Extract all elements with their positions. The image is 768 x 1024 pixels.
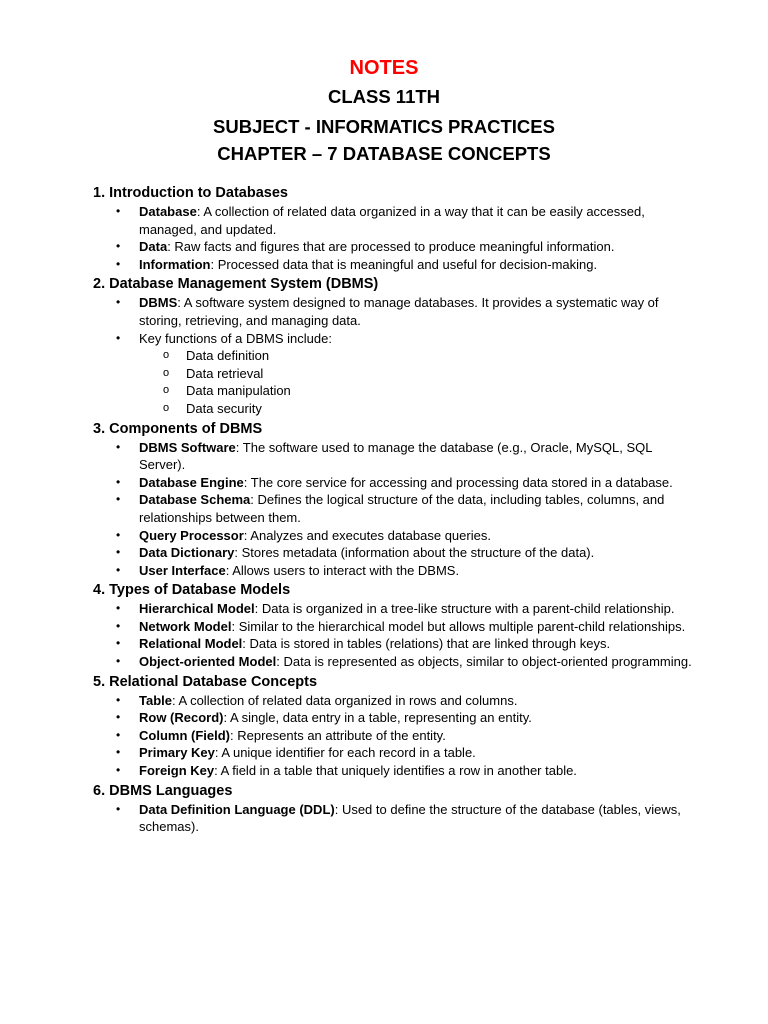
item-text: : Raw facts and figures that are processed to produce meaningful information. — [167, 239, 615, 255]
list-item — [93, 635, 693, 653]
bullet-icon: • — [116, 654, 121, 669]
section — [93, 782, 693, 836]
section — [93, 275, 693, 417]
bullet-icon: • — [116, 256, 121, 271]
term-label: Data — [139, 239, 168, 255]
item-text: : A field in a table that uniquely identifies a row in another table. — [214, 763, 577, 779]
item-text: : Analyzes and executes database queries. — [243, 527, 491, 543]
list-item — [93, 238, 693, 256]
sub-list-item — [93, 347, 693, 365]
sub-item-text: Data security — [186, 400, 262, 416]
bullet-icon: • — [116, 745, 121, 760]
sub-item-text: Data retrieval — [186, 365, 264, 381]
bullet-list — [93, 801, 693, 836]
term-label: Table — [139, 692, 172, 708]
section-title: 1. Introduction to Databases — [93, 185, 288, 201]
list-item — [93, 801, 693, 836]
list-item — [93, 709, 693, 727]
bullet-icon: • — [116, 727, 121, 742]
list-item — [93, 527, 693, 545]
circle-bullet-icon: o — [163, 384, 170, 397]
item-text: : The software used to manage the database (e.g., Oracle, MySQL, SQL Server). — [139, 439, 653, 473]
bullet-icon: • — [116, 204, 121, 218]
section — [93, 581, 693, 670]
term-label: Database Schema — [139, 492, 251, 508]
sub-list-item — [93, 382, 693, 400]
list-item — [93, 474, 693, 492]
term-label: Database — [139, 204, 197, 219]
bullet-list — [93, 600, 693, 670]
bullet-icon: • — [116, 439, 121, 454]
bullet-icon: • — [116, 636, 121, 651]
list-item — [93, 600, 693, 618]
item-text: : Processed data that is meaningful and useful for decision-making. — [210, 256, 598, 272]
term-label: DBMS Software — [139, 439, 236, 455]
subject-heading: SUBJECT - INFORMATICS PRACTICES — [213, 116, 555, 137]
item-text: : Data is represented as objects, similar to object-oriented programming. — [276, 654, 692, 670]
item-text: : Stores metadata (information about the structure of the data). — [234, 545, 595, 561]
section-title: 5. Relational Database Concepts — [93, 673, 318, 690]
term-label: Data Dictionary — [139, 545, 235, 561]
bullet-icon: • — [116, 763, 121, 778]
bullet-icon: • — [116, 601, 121, 616]
term-label: DBMS — [139, 295, 178, 311]
bullet-icon: • — [116, 295, 121, 310]
bullet-icon: • — [116, 562, 121, 577]
list-item — [93, 727, 693, 745]
term-label: Foreign Key — [139, 763, 215, 779]
list-item — [93, 294, 693, 329]
section — [93, 184, 693, 273]
term-label: Query Processor — [139, 527, 244, 543]
list-item — [93, 256, 693, 274]
section-title: 4. Types of Database Models — [93, 582, 291, 599]
item-text: : A software system designed to manage databases. It provides a systematic way of storing, retrieving, and managing data. — [139, 295, 659, 328]
item-text: : Similar to the hierarchical model but allows multiple parent-child relationships. — [231, 618, 686, 634]
term-label: Network Model — [139, 618, 232, 634]
bullet-icon: • — [116, 801, 121, 816]
chapter-heading: CHAPTER – 7 DATABASE CONCEPTS — [217, 143, 551, 164]
sub-list — [139, 347, 693, 417]
item-text: : The core service for accessing and processing data stored in a database. — [243, 474, 673, 490]
term-label: Primary Key — [139, 745, 215, 761]
section-title: 6. DBMS Languages — [93, 782, 233, 799]
circle-bullet-icon: o — [163, 349, 170, 362]
list-item — [93, 439, 693, 474]
list-item — [93, 692, 693, 710]
section-title: 3. Components of DBMS — [93, 420, 263, 437]
item-text: : A single, data entry in a table, representing an entity. — [223, 710, 532, 726]
list-item — [93, 544, 693, 562]
circle-bullet-icon: o — [163, 401, 170, 414]
class-heading: CLASS 11TH — [327, 86, 441, 107]
section-title: 2. Database Management System (DBMS) — [93, 276, 379, 293]
item-text: : Represents an attribute of the entity. — [230, 727, 446, 743]
sub-list-item — [93, 365, 693, 383]
sub-item-text: Data definition — [186, 348, 270, 364]
item-text: : A collection of related data organized in rows and columns. — [172, 692, 518, 708]
notes-heading: NOTES — [349, 57, 419, 79]
item-text: Key functions of a DBMS include: — [139, 330, 332, 346]
list-item — [93, 762, 693, 780]
bullet-icon: • — [116, 474, 121, 489]
list-item — [93, 330, 693, 418]
item-text: : Allows users to interact with the DBMS. — [225, 562, 460, 578]
section — [93, 673, 693, 780]
term-label: User Interface — [139, 562, 226, 578]
bullet-list — [93, 439, 693, 580]
bullet-icon: • — [116, 527, 121, 542]
item-text: : A collection of related data organized in a way that it can be easily accessed, managed, and updated. — [139, 204, 645, 237]
term-label: Relational Model — [139, 636, 243, 652]
bullet-icon: • — [116, 692, 121, 707]
bullet-list — [93, 294, 693, 417]
sub-item-text: Data manipulation — [186, 383, 291, 399]
bullet-icon: • — [116, 492, 121, 507]
term-label: Row (Record) — [139, 710, 224, 726]
term-label: Information — [139, 256, 211, 272]
section — [93, 420, 693, 580]
sub-list-item — [93, 400, 693, 418]
item-text: : Data is stored in tables (relations) that are linked through keys. — [242, 636, 611, 652]
item-text: : Used to define the structure of the database (tables, views, schemas). — [139, 801, 681, 835]
bullet-icon: • — [116, 545, 121, 560]
term-label: Data Definition Language (DDL) — [139, 801, 335, 817]
term-label: Hierarchical Model — [139, 601, 255, 617]
list-item — [93, 653, 693, 671]
item-text: : A unique identifier for each record in a table. — [214, 745, 476, 761]
bullet-icon: • — [116, 330, 121, 345]
list-item — [93, 744, 693, 762]
list-item — [93, 203, 693, 238]
bullet-icon: • — [116, 618, 121, 633]
term-label: Object-oriented Model — [139, 654, 277, 670]
bullet-list — [93, 692, 693, 780]
term-label: Database Engine — [139, 474, 244, 490]
bullet-icon: • — [116, 239, 121, 254]
notes-body — [93, 184, 693, 838]
list-item — [93, 491, 693, 526]
item-text: : Data is organized in a tree-like structure with a parent-child relationship. — [254, 601, 675, 617]
bullet-list — [93, 203, 693, 273]
item-text: : Defines the logical structure of the data, including tables, columns, and relationships between them. — [139, 492, 665, 525]
term-label: Column (Field) — [139, 727, 230, 743]
list-item — [93, 562, 693, 580]
list-item — [93, 618, 693, 636]
circle-bullet-icon: o — [163, 366, 170, 379]
bullet-icon: • — [116, 710, 121, 725]
